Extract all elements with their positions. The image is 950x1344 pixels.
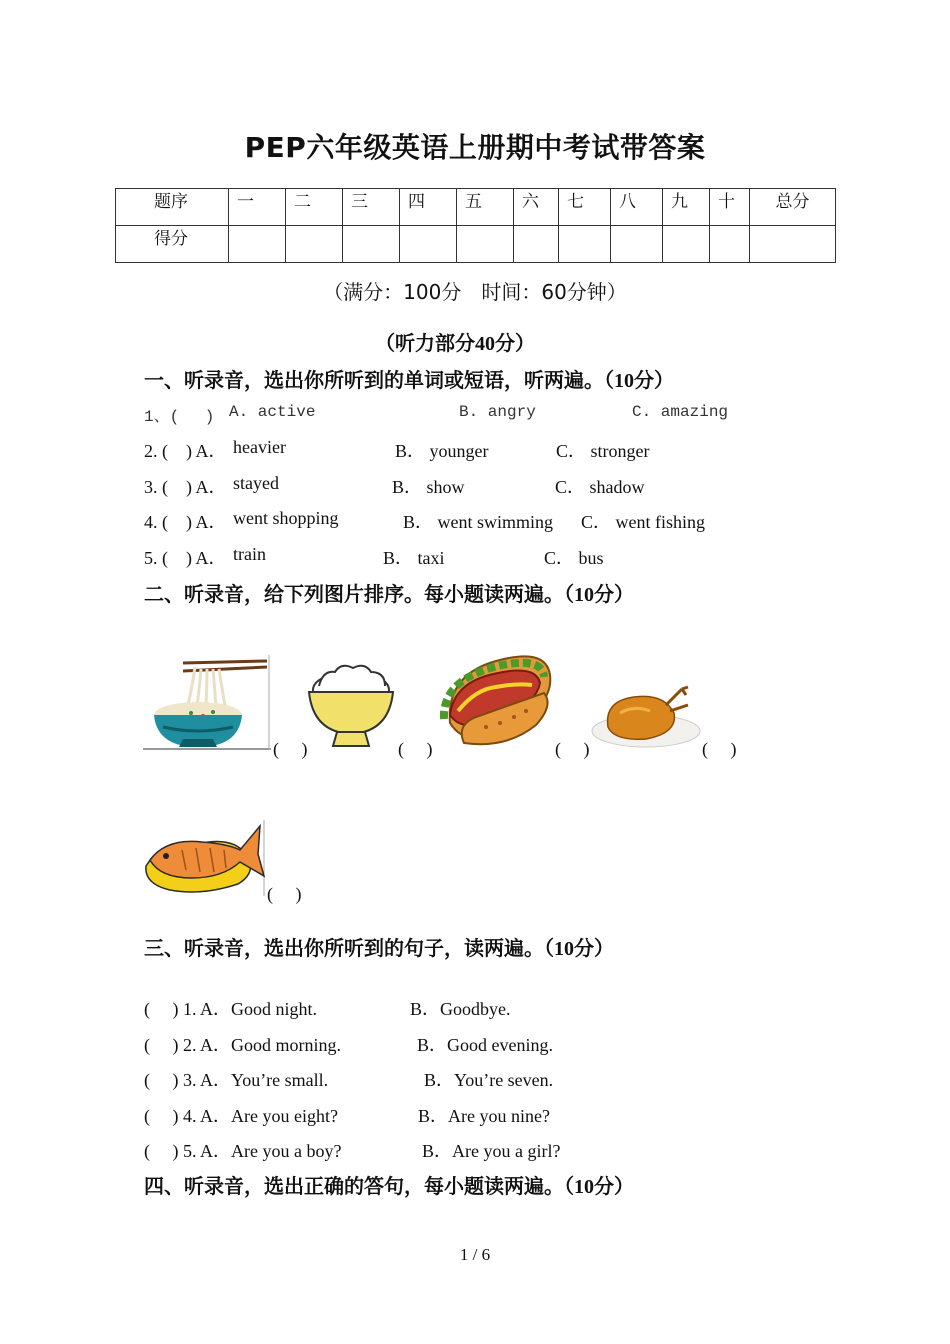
s1-q4-num: 4. ( ) A． bbox=[144, 512, 227, 532]
s1-q4-option-c[interactable]: C． went fishing bbox=[581, 512, 705, 532]
table-cell: 六 bbox=[514, 189, 559, 226]
score-cell[interactable] bbox=[457, 226, 514, 263]
s2-pic3-answer-blank[interactable]: ( ) bbox=[555, 739, 590, 759]
score-cell[interactable] bbox=[286, 226, 343, 263]
table-cell: 七 bbox=[559, 189, 611, 226]
score-table-score-row bbox=[116, 226, 836, 263]
noodles-icon bbox=[143, 655, 271, 750]
score-cell[interactable] bbox=[229, 226, 286, 263]
table-cell: 三 bbox=[343, 189, 400, 226]
s3-q1-option-b[interactable]: B．Goodbye. bbox=[410, 999, 511, 1019]
s2-pic1-answer-blank[interactable]: ( ) bbox=[273, 739, 308, 759]
s3-q4-option-a[interactable]: ( ) 4. A．Are you eight? bbox=[144, 1106, 338, 1126]
roast-chicken-icon bbox=[590, 683, 702, 750]
s1-q5-num: 5. ( ) A． bbox=[144, 548, 227, 568]
s1-q2-option-b[interactable]: B． younger bbox=[395, 441, 489, 461]
s2-pic2-answer-blank[interactable]: ( ) bbox=[398, 739, 433, 759]
listening-part-label: （听力部分40分） bbox=[375, 333, 535, 355]
s3-q1-option-a[interactable]: ( ) 1. A．Good night. bbox=[144, 999, 317, 1019]
section1-heading: 一、听录音，选出你所听到的单词或短语，听两遍。（10分） bbox=[144, 370, 674, 392]
s1-q5-option-a[interactable]: train bbox=[233, 544, 266, 564]
s1-q2-option-a[interactable]: heavier bbox=[233, 437, 286, 457]
table-cell: 总分 bbox=[750, 189, 836, 226]
s1-q2-option-c[interactable]: C． stronger bbox=[556, 441, 650, 461]
table-cell: 二 bbox=[286, 189, 343, 226]
s2-pic4-answer-blank[interactable]: ( ) bbox=[702, 739, 737, 759]
table-cell: 题序 bbox=[116, 189, 229, 226]
score-cell[interactable] bbox=[343, 226, 400, 263]
s3-q5-option-a[interactable]: ( ) 5. A．Are you a boy? bbox=[144, 1141, 342, 1161]
fish-icon bbox=[142, 820, 266, 896]
s3-q3-option-a[interactable]: ( ) 3. A．You’re small. bbox=[144, 1070, 329, 1090]
hot-dog-icon bbox=[436, 645, 554, 750]
exam-note: （满分：100分 时间：60分钟） bbox=[323, 280, 627, 304]
s1-q4-option-b[interactable]: B． went swimming bbox=[403, 512, 554, 532]
table-cell: 八 bbox=[611, 189, 663, 226]
score-cell[interactable] bbox=[559, 226, 611, 263]
s3-q3-option-b[interactable]: B．You’re seven. bbox=[424, 1070, 554, 1090]
s3-q5-option-b[interactable]: B．Are you a girl? bbox=[422, 1141, 561, 1161]
score-cell[interactable] bbox=[611, 226, 663, 263]
table-cell: 九 bbox=[663, 189, 710, 226]
s2-pic5-answer-blank[interactable]: ( ) bbox=[267, 884, 302, 904]
score-cell[interactable] bbox=[710, 226, 750, 263]
table-cell: 四 bbox=[400, 189, 457, 226]
score-table-header-row bbox=[116, 189, 836, 226]
table-cell: 得分 bbox=[116, 226, 229, 263]
s1-q1-num: 1、( ) bbox=[144, 408, 215, 426]
section4-heading: 四、听录音，选出正确的答句，每小题读两遍。（10分） bbox=[144, 1176, 634, 1198]
section2-heading: 二、听录音，给下列图片排序。每小题读两遍。（10分） bbox=[144, 584, 634, 606]
table-cell: 十 bbox=[710, 189, 750, 226]
s3-q2-option-b[interactable]: B．Good evening. bbox=[417, 1035, 553, 1055]
s1-q3-option-b[interactable]: B． show bbox=[392, 477, 465, 497]
score-cell[interactable] bbox=[400, 226, 457, 263]
s1-q4-option-a[interactable]: went shopping bbox=[233, 508, 339, 528]
s1-q1-option-c[interactable]: C. amazing bbox=[632, 403, 729, 421]
page-title: PEP六年级英语上册期中考试带答案 bbox=[244, 131, 706, 164]
score-cell[interactable] bbox=[750, 226, 836, 263]
score-table bbox=[115, 188, 836, 263]
rice-bowl-icon bbox=[305, 662, 397, 750]
table-cell: 一 bbox=[229, 189, 286, 226]
s3-q4-option-b[interactable]: B．Are you nine? bbox=[418, 1106, 550, 1126]
table-cell: 五 bbox=[457, 189, 514, 226]
s1-q5-option-b[interactable]: B． taxi bbox=[383, 548, 445, 568]
score-cell[interactable] bbox=[514, 226, 559, 263]
s1-q3-num: 3. ( ) A． bbox=[144, 477, 227, 497]
s1-q1-option-a[interactable]: A. active bbox=[229, 403, 316, 421]
score-cell[interactable] bbox=[663, 226, 710, 263]
s3-q2-option-a[interactable]: ( ) 2. A．Good morning. bbox=[144, 1035, 341, 1055]
s1-q5-option-c[interactable]: C． bus bbox=[544, 548, 604, 568]
s1-q2-num: 2. ( ) A． bbox=[144, 441, 227, 461]
s1-q3-option-a[interactable]: stayed bbox=[233, 473, 279, 493]
s1-q3-option-c[interactable]: C． shadow bbox=[555, 477, 645, 497]
page-number: 1 / 6 bbox=[459, 1245, 491, 1264]
section3-heading: 三、听录音，选出你所听到的句子，读两遍。（10分） bbox=[144, 938, 614, 960]
s1-q1-option-b[interactable]: B. angry bbox=[459, 403, 536, 421]
